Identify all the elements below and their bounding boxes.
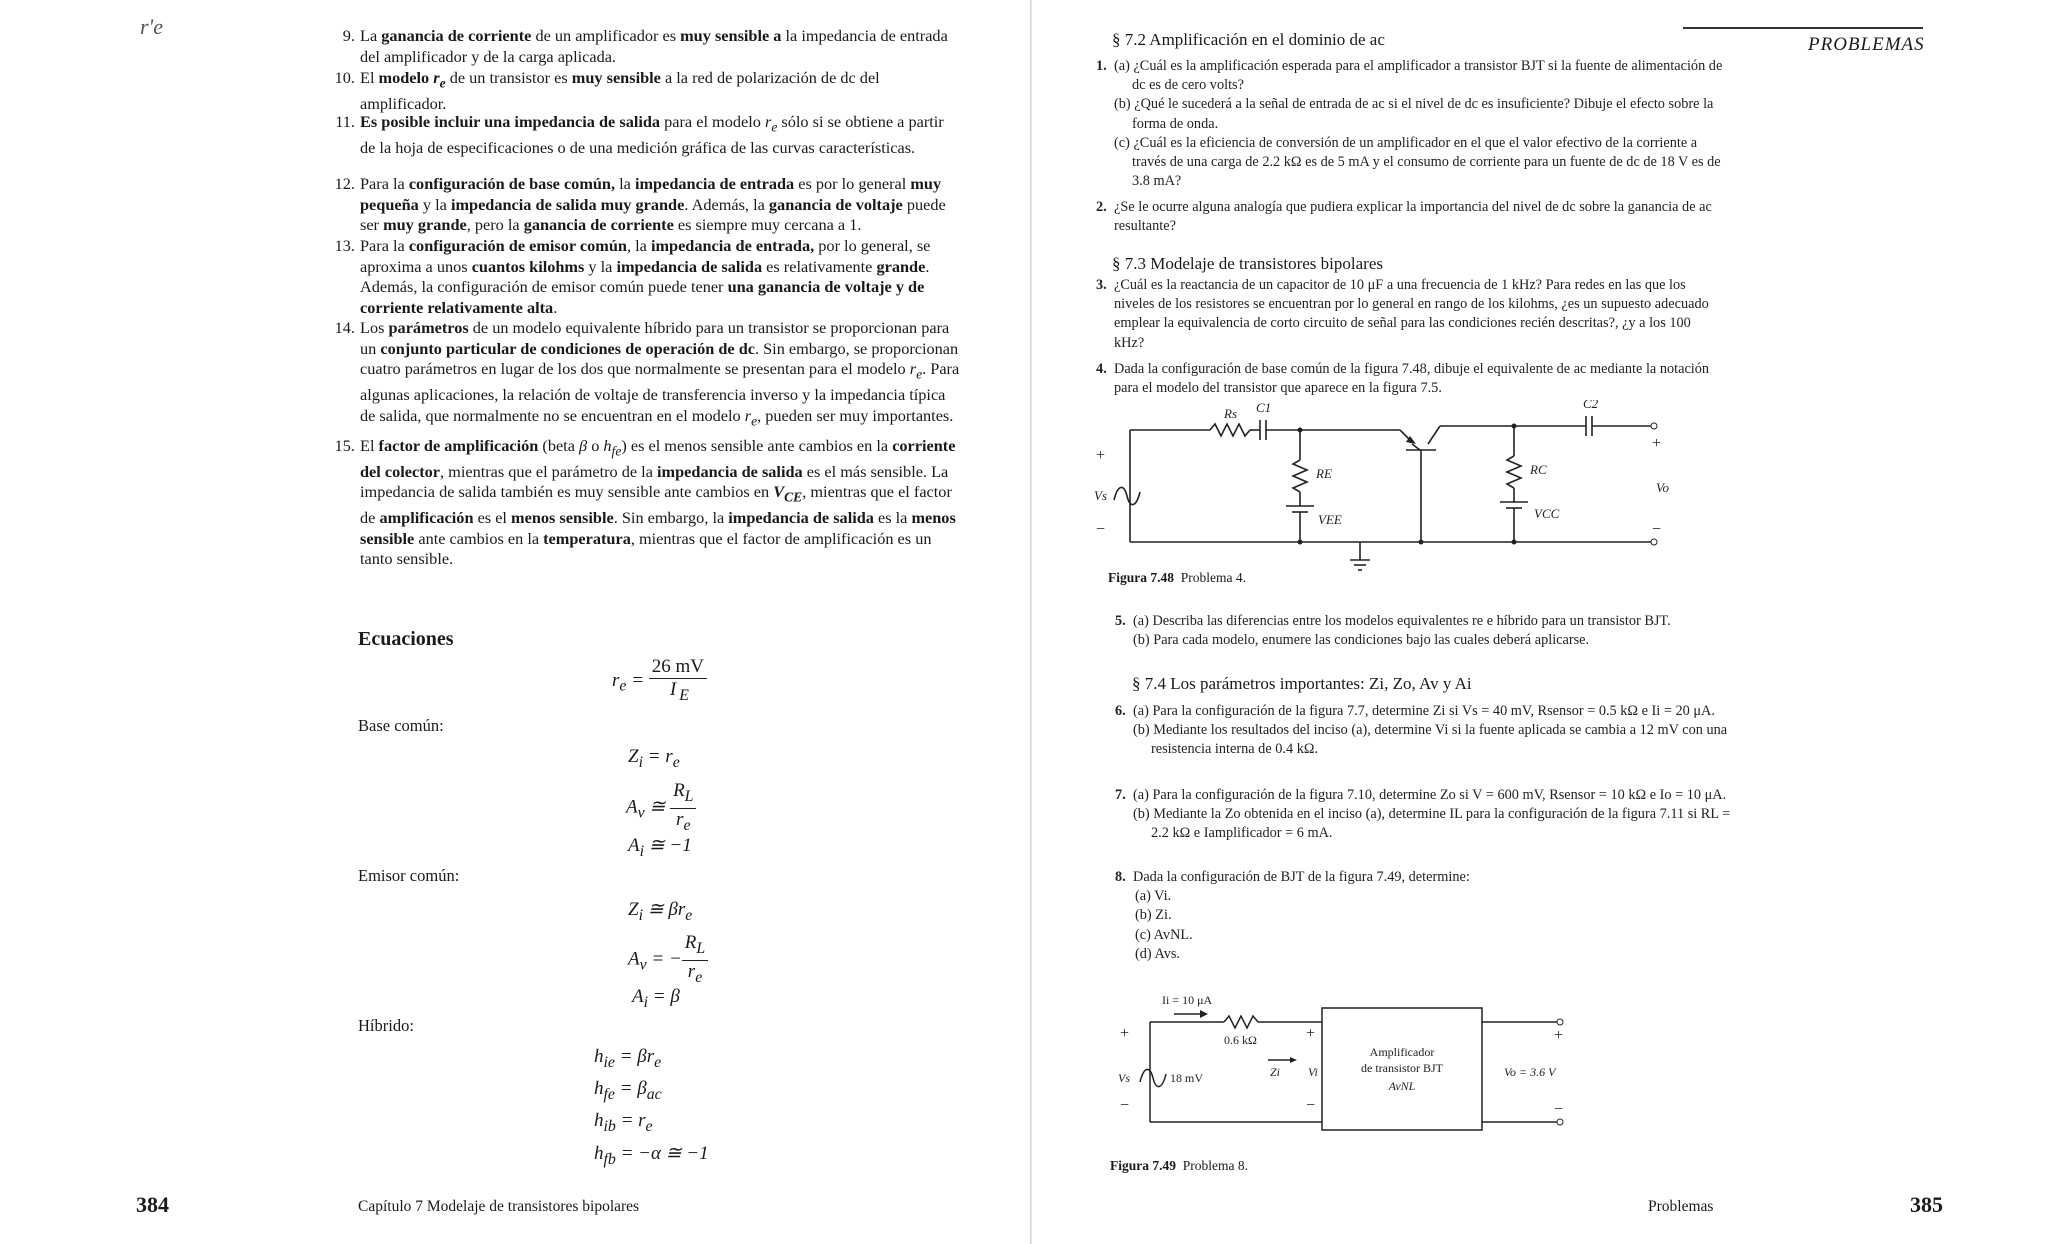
svg-text:RE: RE — [1316, 466, 1332, 481]
svg-text:−: − — [1120, 1097, 1130, 1114]
equation-bc-ai: $A_i$ ≅ −1 — [628, 835, 692, 860]
book-gutter — [1030, 0, 1032, 1244]
svg-text:0.6 kΩ: 0.6 kΩ — [1224, 1033, 1257, 1047]
section-7-3: § 7.3 Modelaje de transistores bipolares — [1112, 254, 1383, 273]
svg-text:Vs: Vs — [1118, 1071, 1130, 1085]
section-7-4: § 7.4 Los parámetros importantes: Zi, Zo, Av y Ai — [1132, 674, 1472, 693]
svg-text:−: − — [1554, 1101, 1564, 1118]
problem-1: 1. (a) ¿Cuál es la amplificación esperada para el amplificador a transistor BJT si la fuente de alimentación de dc es de cero volts? (b) ¿Qué le sucederá a la señal de entrada de ac si el nivel de dc es insuficiente? Dibuje el efecto sobre la forma de onda. (c) ¿Cuál es la eficiencia de conversión de un amplificador en el que el valor efectivo de la corriente a través de una carga de 2.2 kΩ es de 5 mA y el consumo de corriente para un fuente de dc de 18 V es de 3.8 mA? — [1096, 58, 1723, 190]
problem-4: 4. Dada la configuración de base común de la figura 7.48, dibuje el equivalente de ac mediante la notación para el modelo del transistor que aparece en la figura 7.5. — [1096, 361, 1710, 397]
equation-hib: $h_{ib} = r_e$ — [594, 1110, 653, 1135]
svg-text:−: − — [1096, 521, 1106, 538]
footer-left: Capítulo 7 Modelaje de transistores bipolares — [358, 1198, 640, 1215]
equation-hfe: $h_{fe} = \beta_{ac}$ — [594, 1078, 662, 1103]
summary-item-14: 14. Los parámetros de un modelo equivalente híbrido para un transistor se proporcionan para un conjunto particular de condiciones de operación de dc. Sin embargo, se proporcionan cuatro parámetros en lugar de los dos que normalmente se presentan para el modelo $r_e$. Para algunas aplicaciones, la relación de voltaje de transferencia inverso y la impedancia típica de salida, que normalmente no se encuentran en el modelo $r_e$, pueden ser muy importantes. — [334, 318, 960, 428]
problem-7: 7. (a) Para la configuración de la figura 7.10, determine Zo si V = 600 mV, Rsensor = 10 kΩ e Io = 10 μA. (b) Mediante la Zo obtenida en el inciso (a), determine IL para la configuración de la figura 7.11 si RL = 2.2 kΩ e Iamplificador = 6 mA. — [1115, 787, 1731, 842]
svg-text:Ii = 10 μA: Ii = 10 μA — [1162, 993, 1213, 1007]
equation-bc-zi: $Z_i = r_e$ — [628, 746, 680, 771]
equation-hfb: $h_{fb} = -\alpha$ ≅ −1 — [594, 1143, 709, 1168]
svg-text:+: + — [1652, 435, 1662, 452]
svg-text:Amplificador: Amplificador — [1369, 1045, 1435, 1059]
svg-text:C1: C1 — [1256, 400, 1272, 415]
svg-text:Vo: Vo — [1656, 480, 1669, 495]
summary-item-11: 11. Es posible incluir una impedancia de salida para el modelo $r_e$ sólo si se obtiene a partir de la hoja de especificaciones o de una medición gráfica de las curvas características. — [335, 112, 944, 157]
summary-item-13: 13. Para la configuración de emisor común, la impedancia de entrada, por lo general, se aproxima a unos cuantos kilohms y la impedancia de salida es relativamente grande. Además, la configuración de emisor común puede tener una ganancia de voltaje y de corriente relativamente alta. — [334, 236, 931, 317]
svg-text:18 mV: 18 mV — [1170, 1071, 1203, 1085]
figure-7-48-caption: Figura 7.48 Problema 4. — [1108, 570, 1246, 585]
base-comun-label: Base común: — [358, 716, 444, 735]
problem-5: 5. (a) Describa las diferencias entre los modelos equivalentes re e híbrido para un transistor BJT. (b) Para cada modelo, enumere las condiciones bajo las cuales deberá aplicarse. — [1115, 613, 1671, 649]
footer-right: Problemas — [1648, 1198, 1714, 1215]
svg-text:VEE: VEE — [1318, 512, 1342, 527]
problem-8: 8. Dada la configuración de BJT de la figura 7.49, determine: (a) Vi. (b) Zi. (c) AvNL. (d) Avs. — [1115, 869, 1470, 962]
svg-text:AvNL: AvNL — [1388, 1079, 1416, 1093]
emisor-comun-label: Emisor común: — [358, 866, 460, 885]
equation-ec-zi: $Z_i$ ≅ $\beta r_e$ — [628, 899, 693, 924]
svg-text:Zi: Zi — [1270, 1065, 1281, 1079]
running-header: PROBLEMAS — [1808, 34, 1925, 55]
problem-2: 2. ¿Se le ocurre alguna analogía que pudiera explicar la importancia del nivel de dc sobre la ganancia de ac resultante? — [1096, 199, 1712, 235]
svg-text:+: + — [1120, 1025, 1130, 1042]
corner-handwritten-mark: r'e — [140, 14, 164, 39]
svg-text:+: + — [1096, 447, 1106, 464]
equation-re: $r_e$ = $\frac{26 mV}{I _E}$ — [612, 656, 707, 707]
section-7-2: § 7.2 Amplificación en el dominio de ac — [1112, 30, 1385, 49]
svg-text:Vi: Vi — [1308, 1065, 1318, 1079]
figure-7-49-circuit — [1100, 990, 1620, 1145]
summary-item-15: 15. El factor de amplificación (beta β o $h_{fe}$) es el menos sensible ante cambios en la corriente del colector, mientras que el parámetro de la impedancia de salida es el más sensible. La impedancia de salida también es muy sensible ante cambios en $V_{CE}$, mientras que el factor de amplificación es el menos sensible. Sin embargo, la impedancia de salida es la menos sensible ante cambios en la temperatura, mientras que el factor de amplificación es un tanto sensible. — [334, 436, 956, 569]
svg-text:+: + — [1306, 1025, 1316, 1042]
equation-ec-ai: $A_i = \beta$ — [632, 986, 680, 1011]
summary-item-9: 9. La ganancia de corriente de un amplificador es muy sensible a la impedancia de entrada del amplificador y de la carga aplicada. — [342, 26, 948, 66]
svg-text:RC: RC — [1530, 462, 1547, 477]
figure-7-49-caption: Figura 7.49 Problema 8. — [1110, 1158, 1248, 1173]
equation-bc-av: $A_v$ ≅ $\frac{R_L}{r_e}$ — [626, 780, 696, 837]
problem-6: 6. (a) Para la configuración de la figura 7.7, determine Zi si Vs = 40 mV, Rsensor = 0.5 kΩ e Ii = 20 μA. (b) Mediante los resultados del inciso (a), determine Vi si la fuente aplicada se cambia a 12 mV con una resistencia interna de 0.4 kΩ. — [1115, 703, 1728, 758]
svg-text:−: − — [1652, 521, 1662, 538]
svg-text:C2: C2 — [1583, 400, 1599, 411]
summary-item-12: 12. Para la configuración de base común, la impedancia de entrada es por lo general muy pequeña y la impedancia de salida muy grande. Además, la ganancia de voltaje puede ser muy grande, pero la ganancia de corriente es siempre muy cercana a 1. — [334, 174, 946, 235]
svg-text:+: + — [1554, 1027, 1564, 1044]
svg-text:Vs: Vs — [1094, 488, 1107, 503]
svg-text:de transistor BJT: de transistor BJT — [1361, 1061, 1443, 1075]
page-number-left: 384 — [136, 1192, 169, 1217]
equations-heading: Ecuaciones — [358, 628, 454, 650]
equation-ec-av: $A_v$ = − $\frac{R_L}{r_e}$ — [628, 932, 708, 989]
hibrido-label: Híbrido: — [358, 1016, 414, 1035]
svg-text:VCC: VCC — [1534, 506, 1560, 521]
header-rule — [1683, 27, 1923, 29]
svg-text:Rs: Rs — [1224, 406, 1237, 421]
problem-3: 3. ¿Cuál es la reactancia de un capacitor de 10 μF a una frecuencia de 1 kHz? Para redes en las que los niveles de los resistores se encuentran por lo general en rango de los kilohms, ¿es un supuesto adecuado emplear la equivalencia de corto circuito de señal para las condiciones recién descritas?, ¿y a los 100 kHz? — [1096, 277, 1709, 351]
svg-text:−: − — [1306, 1097, 1316, 1114]
equation-hie: $h_{ie} = \beta r_e$ — [594, 1046, 662, 1071]
svg-text:Vo = 3.6 V: Vo = 3.6 V — [1504, 1065, 1556, 1079]
figure-7-48-circuit — [1090, 400, 1690, 580]
page-number-right: 385 — [1910, 1192, 1943, 1217]
summary-item-10: 10. El modelo $r_e$ de un transistor es muy sensible a la red de polarización de dc del amplificador. — [334, 68, 880, 113]
